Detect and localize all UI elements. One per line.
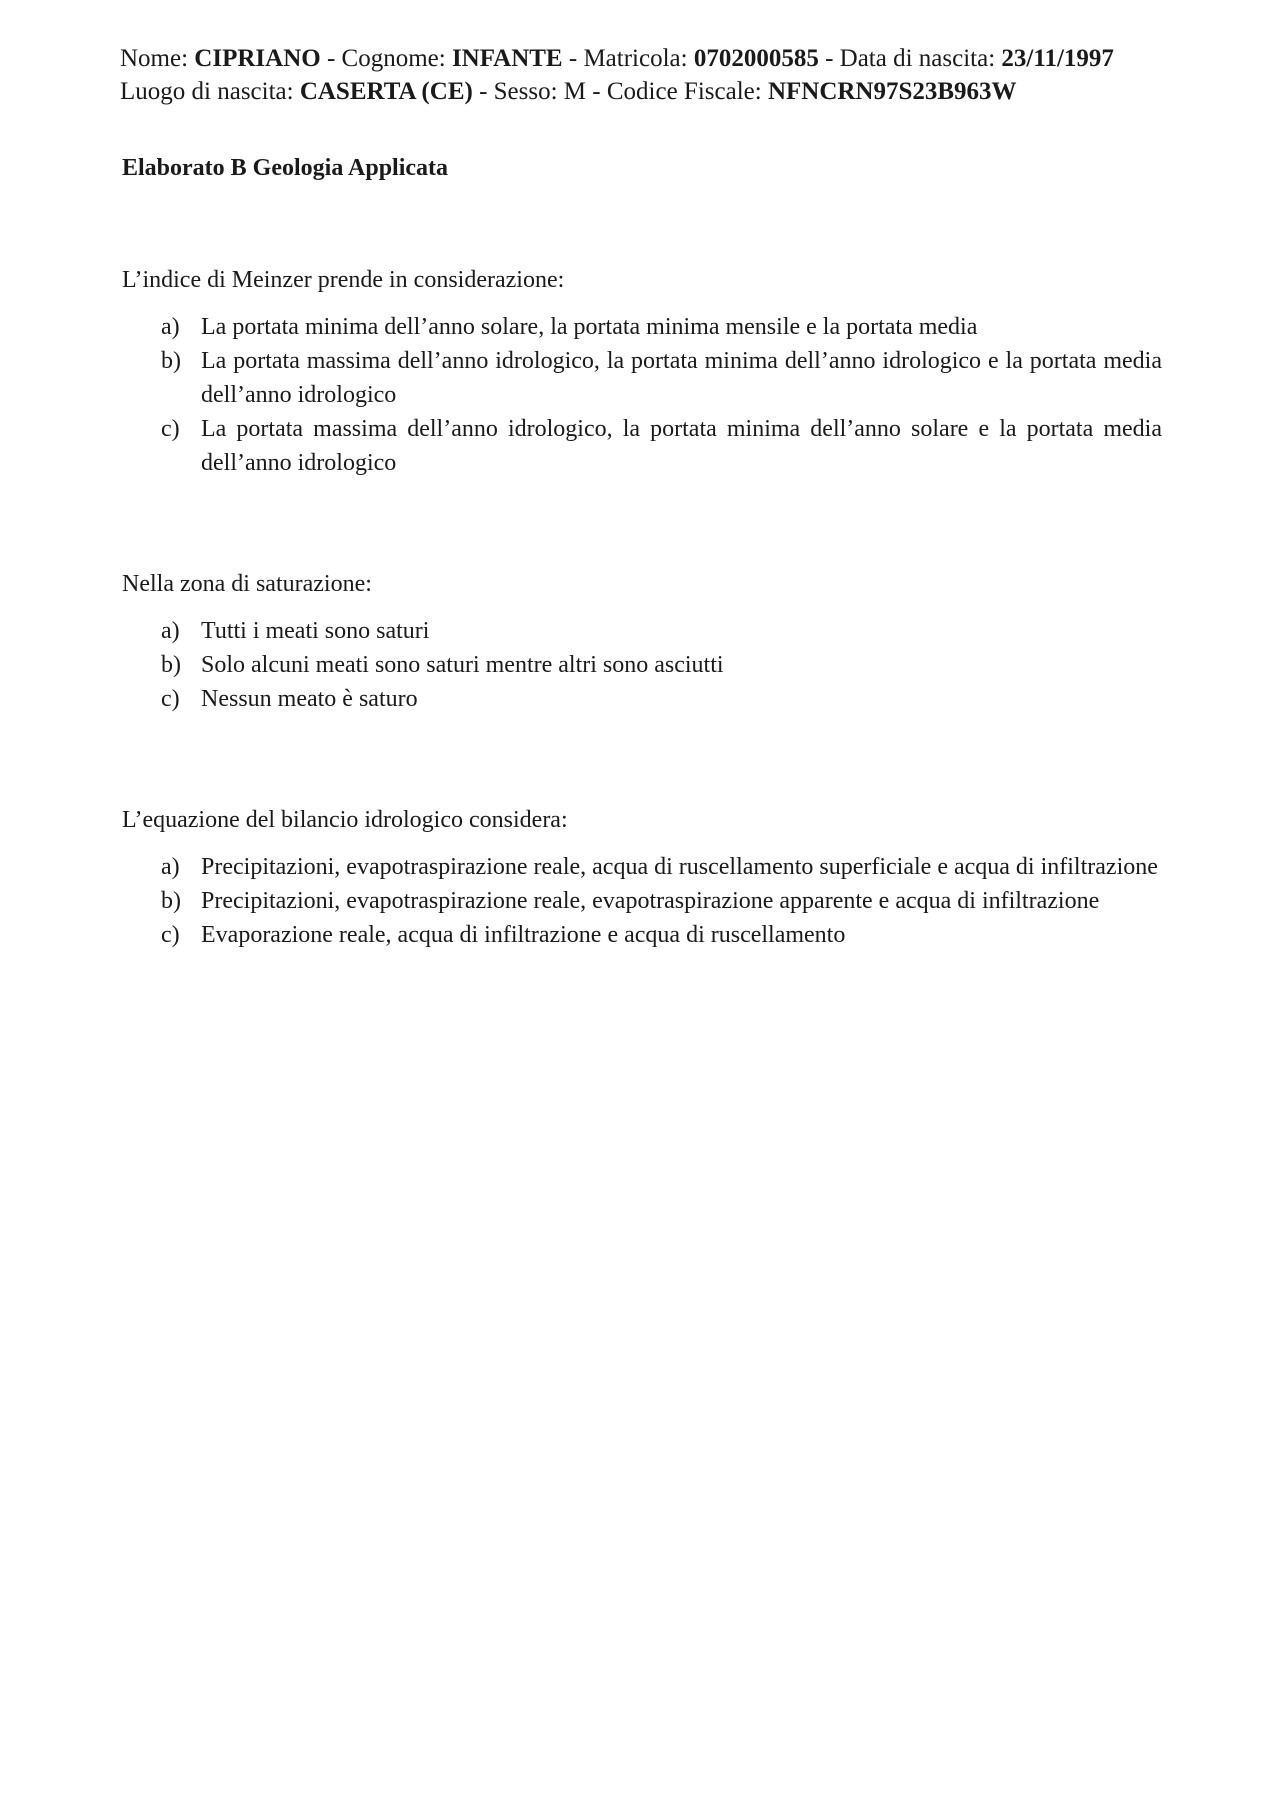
header-line-1	[120, 42, 1180, 75]
question-2	[122, 567, 1162, 716]
option-text: La portata minima dell’anno solare, la portata minima mensile e la portata media	[201, 314, 978, 340]
data-nascita-value: 23/11/1997	[1001, 45, 1114, 72]
answer-option-c	[122, 412, 1162, 480]
answer-options	[122, 310, 1162, 480]
question-text: L’indice di Meinzer prende in considerazione:	[122, 267, 565, 293]
option-letter: b)	[161, 888, 181, 914]
question-3	[122, 803, 1162, 952]
cognome-label: - Cognome:	[320, 45, 452, 72]
answer-option-a	[122, 850, 1162, 884]
question-text: L’equazione del bilancio idrologico considera:	[122, 807, 568, 833]
question-text: Nella zona di saturazione:	[122, 571, 372, 597]
nome-value: CIPRIANO	[194, 45, 321, 72]
answer-option-c	[122, 918, 1162, 952]
option-text: La portata massima dell’anno idrologico, la portata minima dell’anno solare e la portata media dell’anno idrologico	[201, 416, 1162, 476]
answer-option-a	[122, 614, 1162, 648]
answer-option-b	[122, 344, 1162, 412]
option-text: Evaporazione reale, acqua di infiltrazione e acqua di ruscellamento	[201, 922, 846, 948]
answer-options	[122, 614, 1162, 716]
option-letter: a)	[161, 618, 180, 644]
matricola-label: - Matricola:	[562, 45, 694, 72]
luogo-label: Luogo di nascita:	[120, 78, 300, 105]
option-letter: c)	[161, 416, 180, 442]
answer-option-b	[122, 648, 1162, 682]
option-letter: b)	[161, 348, 181, 374]
option-text: Precipitazioni, evapotraspirazione reale, evapotraspirazione apparente e acqua di infiltrazione	[201, 888, 1100, 914]
sesso-cf-label: - Sesso: M - Codice Fiscale:	[472, 78, 768, 105]
option-text: Tutti i meati sono saturi	[201, 618, 430, 644]
answer-option-c	[122, 682, 1162, 716]
luogo-value: CASERTA (CE)	[299, 78, 473, 105]
student-header	[120, 42, 1180, 108]
option-text: La portata massima dell’anno idrologico, la portata minima dell’anno idrologico e la portata media dell’anno idrologico	[201, 348, 1162, 408]
nome-label: Nome:	[120, 45, 195, 72]
option-letter: b)	[161, 652, 181, 678]
option-text: Solo alcuni meati sono saturi mentre altri sono asciutti	[201, 652, 724, 678]
option-letter: a)	[161, 854, 180, 880]
answer-option-b	[122, 884, 1162, 918]
codice-fiscale-value: NFNCRN97S23B963W	[767, 78, 1017, 105]
option-letter: c)	[161, 686, 180, 712]
question-1	[122, 263, 1162, 480]
answer-option-a	[122, 310, 1162, 344]
matricola-value: 0702000585	[693, 45, 819, 72]
cognome-value: INFANTE	[451, 45, 563, 72]
document-title: Elaborato B Geologia Applicata	[122, 155, 449, 181]
option-letter: c)	[161, 922, 180, 948]
option-text: Nessun meato è saturo	[201, 686, 418, 712]
answer-options	[122, 850, 1162, 952]
option-text: Precipitazioni, evapotraspirazione reale, acqua di ruscellamento superficiale e acqua di infiltrazione	[201, 854, 1158, 880]
data-nascita-label: - Data di nascita:	[818, 45, 1002, 72]
header-line-2	[120, 75, 1180, 108]
option-letter: a)	[161, 314, 180, 340]
